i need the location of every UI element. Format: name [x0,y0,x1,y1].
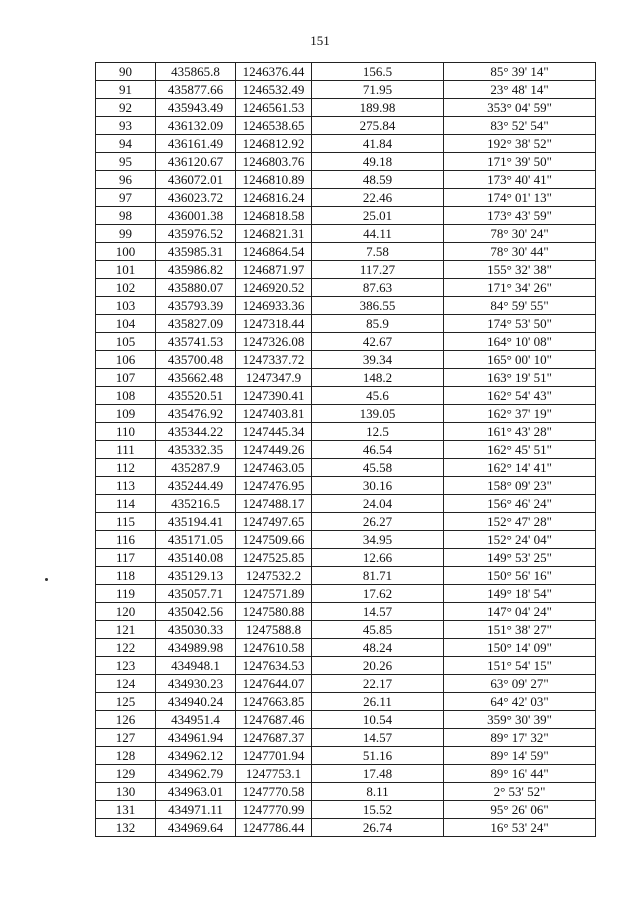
bearing-cell: 23° 48' 14" [444,81,596,99]
bearing-cell: 84° 59' 55" [444,297,596,315]
distance-cell: 26.27 [312,513,444,531]
x-coordinate-cell: 436132.09 [156,117,236,135]
point-number-cell: 95 [96,153,156,171]
distance-cell: 22.17 [312,675,444,693]
table-row [96,819,596,837]
x-coordinate-cell: 435194.41 [156,513,236,531]
x-coordinate-cell: 434969.64 [156,819,236,837]
y-coordinate-cell: 1247634.53 [236,657,312,675]
bearing-cell: 152° 24' 04" [444,531,596,549]
point-number-cell: 94 [96,135,156,153]
x-coordinate-cell: 434948.1 [156,657,236,675]
y-coordinate-cell: 1246816.24 [236,189,312,207]
point-number-cell: 91 [96,81,156,99]
x-coordinate-cell: 434940.24 [156,693,236,711]
x-coordinate-cell: 435216.5 [156,495,236,513]
point-number-cell: 99 [96,225,156,243]
distance-cell: 49.18 [312,153,444,171]
table-row [96,405,596,423]
bearing-cell: 150° 56' 16" [444,567,596,585]
table-row [96,711,596,729]
point-number-cell: 96 [96,171,156,189]
point-number-cell: 103 [96,297,156,315]
y-coordinate-cell: 1246871.97 [236,261,312,279]
table-row [96,369,596,387]
x-coordinate-cell: 436023.72 [156,189,236,207]
point-number-cell: 106 [96,351,156,369]
x-coordinate-cell: 435030.33 [156,621,236,639]
bearing-cell: 151° 54' 15" [444,657,596,675]
y-coordinate-cell: 1246920.52 [236,279,312,297]
bearing-cell: 83° 52' 54" [444,117,596,135]
bearing-cell: 149° 18' 54" [444,585,596,603]
distance-cell: 20.26 [312,657,444,675]
x-coordinate-cell: 435741.53 [156,333,236,351]
point-number-cell: 90 [96,63,156,81]
table-row [96,423,596,441]
table-row [96,477,596,495]
bearing-cell: 16° 53' 24" [444,819,596,837]
distance-cell: 41.84 [312,135,444,153]
x-coordinate-cell: 434951.4 [156,711,236,729]
x-coordinate-cell: 435042.56 [156,603,236,621]
x-coordinate-cell: 435287.9 [156,459,236,477]
coordinates-table [95,62,596,837]
bearing-cell: 158° 09' 23" [444,477,596,495]
y-coordinate-cell: 1247497.65 [236,513,312,531]
table-row [96,585,596,603]
table-row [96,495,596,513]
distance-cell: 17.48 [312,765,444,783]
table-row [96,189,596,207]
bearing-cell: 78° 30' 44" [444,243,596,261]
x-coordinate-cell: 434962.12 [156,747,236,765]
distance-cell: 45.6 [312,387,444,405]
y-coordinate-cell: 1246933.36 [236,297,312,315]
distance-cell: 87.63 [312,279,444,297]
point-number-cell: 102 [96,279,156,297]
table-row [96,315,596,333]
distance-cell: 71.95 [312,81,444,99]
y-coordinate-cell: 1247770.58 [236,783,312,801]
y-coordinate-cell: 1247326.08 [236,333,312,351]
point-number-cell: 122 [96,639,156,657]
margin-dot [45,578,48,581]
table-row [96,801,596,819]
distance-cell: 45.85 [312,621,444,639]
distance-cell: 15.52 [312,801,444,819]
point-number-cell: 125 [96,693,156,711]
table-row [96,279,596,297]
bearing-cell: 2° 53' 52" [444,783,596,801]
point-number-cell: 104 [96,315,156,333]
y-coordinate-cell: 1246376.44 [236,63,312,81]
bearing-cell: 174° 01' 13" [444,189,596,207]
bearing-cell: 353° 04' 59" [444,99,596,117]
table-row [96,567,596,585]
bearing-cell: 162° 45' 51" [444,441,596,459]
bearing-cell: 95° 26' 06" [444,801,596,819]
x-coordinate-cell: 435880.07 [156,279,236,297]
table-row [96,63,596,81]
point-number-cell: 98 [96,207,156,225]
y-coordinate-cell: 1246821.31 [236,225,312,243]
distance-cell: 81.71 [312,567,444,585]
y-coordinate-cell: 1247449.26 [236,441,312,459]
x-coordinate-cell: 435140.08 [156,549,236,567]
x-coordinate-cell: 434971.11 [156,801,236,819]
y-coordinate-cell: 1246538.65 [236,117,312,135]
x-coordinate-cell: 436001.38 [156,207,236,225]
table-row [96,297,596,315]
distance-cell: 22.46 [312,189,444,207]
x-coordinate-cell: 436072.01 [156,171,236,189]
distance-cell: 45.58 [312,459,444,477]
x-coordinate-cell: 434930.23 [156,675,236,693]
table-row [96,171,596,189]
table-body [96,63,596,837]
y-coordinate-cell: 1247663.85 [236,693,312,711]
y-coordinate-cell: 1246532.49 [236,81,312,99]
y-coordinate-cell: 1246810.89 [236,171,312,189]
x-coordinate-cell: 435332.35 [156,441,236,459]
table-row [96,261,596,279]
distance-cell: 139.05 [312,405,444,423]
y-coordinate-cell: 1247318.44 [236,315,312,333]
x-coordinate-cell: 434989.98 [156,639,236,657]
y-coordinate-cell: 1247580.88 [236,603,312,621]
table-row [96,729,596,747]
y-coordinate-cell: 1247463.05 [236,459,312,477]
bearing-cell: 192° 38' 52" [444,135,596,153]
y-coordinate-cell: 1247786.44 [236,819,312,837]
bearing-cell: 63° 09' 27" [444,675,596,693]
x-coordinate-cell: 435827.09 [156,315,236,333]
distance-cell: 48.24 [312,639,444,657]
table-row [96,657,596,675]
y-coordinate-cell: 1247403.81 [236,405,312,423]
point-number-cell: 112 [96,459,156,477]
table-row [96,747,596,765]
x-coordinate-cell: 435057.71 [156,585,236,603]
table-row [96,117,596,135]
distance-cell: 44.11 [312,225,444,243]
point-number-cell: 110 [96,423,156,441]
table-row [96,225,596,243]
y-coordinate-cell: 1247644.07 [236,675,312,693]
bearing-cell: 162° 37' 19" [444,405,596,423]
table-row [96,513,596,531]
distance-cell: 30.16 [312,477,444,495]
y-coordinate-cell: 1247390.41 [236,387,312,405]
y-coordinate-cell: 1247610.58 [236,639,312,657]
distance-cell: 26.11 [312,693,444,711]
y-coordinate-cell: 1247753.1 [236,765,312,783]
point-number-cell: 131 [96,801,156,819]
bearing-cell: 161° 43' 28" [444,423,596,441]
bearing-cell: 165° 00' 10" [444,351,596,369]
x-coordinate-cell: 435985.31 [156,243,236,261]
y-coordinate-cell: 1247525.85 [236,549,312,567]
distance-cell: 8.11 [312,783,444,801]
distance-cell: 189.98 [312,99,444,117]
point-number-cell: 130 [96,783,156,801]
distance-cell: 386.55 [312,297,444,315]
table-row [96,765,596,783]
bearing-cell: 162° 54' 43" [444,387,596,405]
table-row [96,333,596,351]
distance-cell: 48.59 [312,171,444,189]
y-coordinate-cell: 1246803.76 [236,153,312,171]
distance-cell: 85.9 [312,315,444,333]
point-number-cell: 100 [96,243,156,261]
table-row [96,99,596,117]
y-coordinate-cell: 1247476.95 [236,477,312,495]
point-number-cell: 93 [96,117,156,135]
distance-cell: 17.62 [312,585,444,603]
x-coordinate-cell: 435244.49 [156,477,236,495]
distance-cell: 42.67 [312,333,444,351]
point-number-cell: 124 [96,675,156,693]
bearing-cell: 164° 10' 08" [444,333,596,351]
distance-cell: 12.5 [312,423,444,441]
bearing-cell: 78° 30' 24" [444,225,596,243]
bearing-cell: 171° 34' 26" [444,279,596,297]
table-row [96,549,596,567]
bearing-cell: 359° 30' 39" [444,711,596,729]
table-row [96,531,596,549]
table-row [96,135,596,153]
y-coordinate-cell: 1247770.99 [236,801,312,819]
distance-cell: 51.16 [312,747,444,765]
point-number-cell: 119 [96,585,156,603]
bearing-cell: 152° 47' 28" [444,513,596,531]
bearing-cell: 173° 40' 41" [444,171,596,189]
distance-cell: 24.04 [312,495,444,513]
table-row [96,207,596,225]
y-coordinate-cell: 1247347.9 [236,369,312,387]
x-coordinate-cell: 436161.49 [156,135,236,153]
bearing-cell: 89° 16' 44" [444,765,596,783]
y-coordinate-cell: 1246561.53 [236,99,312,117]
point-number-cell: 116 [96,531,156,549]
bearing-cell: 155° 32' 38" [444,261,596,279]
x-coordinate-cell: 436120.67 [156,153,236,171]
bearing-cell: 173° 43' 59" [444,207,596,225]
y-coordinate-cell: 1247337.72 [236,351,312,369]
y-coordinate-cell: 1247488.17 [236,495,312,513]
x-coordinate-cell: 434962.79 [156,765,236,783]
bearing-cell: 64° 42' 03" [444,693,596,711]
distance-cell: 25.01 [312,207,444,225]
page-number: 151 [310,33,330,48]
x-coordinate-cell: 435520.51 [156,387,236,405]
distance-cell: 275.84 [312,117,444,135]
bearing-cell: 150° 14' 09" [444,639,596,657]
point-number-cell: 92 [96,99,156,117]
x-coordinate-cell: 435877.66 [156,81,236,99]
distance-cell: 10.54 [312,711,444,729]
x-coordinate-cell: 435700.48 [156,351,236,369]
distance-cell: 12.66 [312,549,444,567]
table-row [96,441,596,459]
x-coordinate-cell: 435171.05 [156,531,236,549]
bearing-cell: 162° 14' 41" [444,459,596,477]
table-row [96,603,596,621]
y-coordinate-cell: 1246818.58 [236,207,312,225]
bearing-cell: 151° 38' 27" [444,621,596,639]
bearing-cell: 163° 19' 51" [444,369,596,387]
x-coordinate-cell: 435662.48 [156,369,236,387]
distance-cell: 46.54 [312,441,444,459]
distance-cell: 34.95 [312,531,444,549]
bearing-cell: 156° 46' 24" [444,495,596,513]
point-number-cell: 108 [96,387,156,405]
point-number-cell: 107 [96,369,156,387]
point-number-cell: 127 [96,729,156,747]
table-row [96,459,596,477]
x-coordinate-cell: 435986.82 [156,261,236,279]
bearing-cell: 174° 53' 50" [444,315,596,333]
x-coordinate-cell: 435865.8 [156,63,236,81]
point-number-cell: 126 [96,711,156,729]
point-number-cell: 114 [96,495,156,513]
point-number-cell: 117 [96,549,156,567]
table-row [96,621,596,639]
distance-cell: 26.74 [312,819,444,837]
y-coordinate-cell: 1247571.89 [236,585,312,603]
distance-cell: 117.27 [312,261,444,279]
distance-cell: 14.57 [312,603,444,621]
bearing-cell: 149° 53' 25" [444,549,596,567]
distance-cell: 39.34 [312,351,444,369]
point-number-cell: 121 [96,621,156,639]
point-number-cell: 128 [96,747,156,765]
point-number-cell: 132 [96,819,156,837]
x-coordinate-cell: 435476.92 [156,405,236,423]
table-row [96,675,596,693]
point-number-cell: 118 [96,567,156,585]
bearing-cell: 171° 39' 50" [444,153,596,171]
point-number-cell: 111 [96,441,156,459]
y-coordinate-cell: 1247701.94 [236,747,312,765]
table-row [96,693,596,711]
point-number-cell: 120 [96,603,156,621]
y-coordinate-cell: 1246812.92 [236,135,312,153]
bearing-cell: 147° 04' 24" [444,603,596,621]
table-row [96,387,596,405]
point-number-cell: 129 [96,765,156,783]
x-coordinate-cell: 435793.39 [156,297,236,315]
point-number-cell: 97 [96,189,156,207]
table-row [96,243,596,261]
y-coordinate-cell: 1247687.46 [236,711,312,729]
y-coordinate-cell: 1247532.2 [236,567,312,585]
y-coordinate-cell: 1247445.34 [236,423,312,441]
distance-cell: 156.5 [312,63,444,81]
table-row [96,639,596,657]
point-number-cell: 123 [96,657,156,675]
point-number-cell: 101 [96,261,156,279]
point-number-cell: 109 [96,405,156,423]
bearing-cell: 85° 39' 14" [444,63,596,81]
y-coordinate-cell: 1246864.54 [236,243,312,261]
x-coordinate-cell: 434961.94 [156,729,236,747]
distance-cell: 7.58 [312,243,444,261]
bearing-cell: 89° 17' 32" [444,729,596,747]
table-row [96,351,596,369]
table-row [96,783,596,801]
point-number-cell: 115 [96,513,156,531]
distance-cell: 14.57 [312,729,444,747]
x-coordinate-cell: 435129.13 [156,567,236,585]
x-coordinate-cell: 435344.22 [156,423,236,441]
y-coordinate-cell: 1247588.8 [236,621,312,639]
x-coordinate-cell: 435943.49 [156,99,236,117]
distance-cell: 148.2 [312,369,444,387]
x-coordinate-cell: 434963.01 [156,783,236,801]
table-row [96,153,596,171]
point-number-cell: 113 [96,477,156,495]
x-coordinate-cell: 435976.52 [156,225,236,243]
y-coordinate-cell: 1247687.37 [236,729,312,747]
table-row [96,81,596,99]
point-number-cell: 105 [96,333,156,351]
y-coordinate-cell: 1247509.66 [236,531,312,549]
bearing-cell: 89° 14' 59" [444,747,596,765]
